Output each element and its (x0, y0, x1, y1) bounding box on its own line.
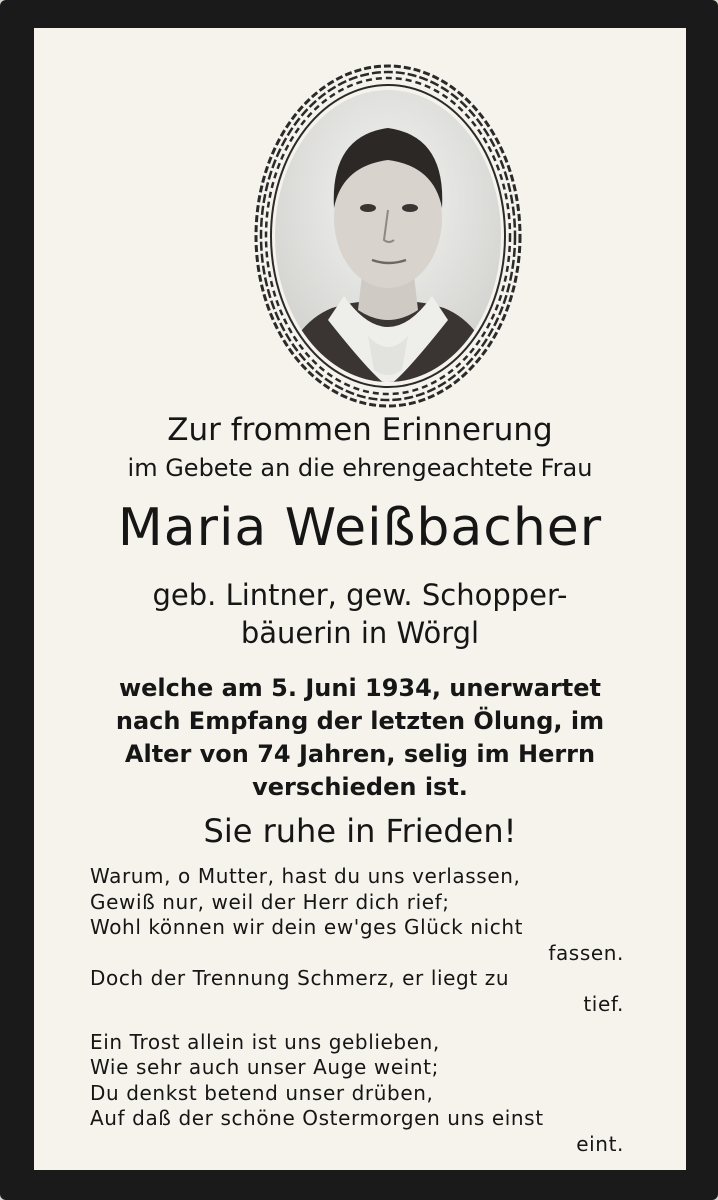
death-notice-text (34, 672, 686, 804)
subtitle-line-1: geb. Lintner, gew. Schopper- (152, 578, 568, 612)
notice-line: verschieden ist. (252, 773, 468, 801)
heading-line-2: im Gebete an die ehrengeachtete Frau (127, 454, 593, 482)
heading-line-1: Zur frommen Erinnerung (167, 412, 553, 448)
poem-line: tief. (583, 991, 624, 1016)
card-inner-panel (34, 28, 686, 1170)
poem-line: Ein Trost allein ist uns geblieben, (90, 1029, 440, 1054)
poem-line: Auf daß der schöne Ostermorgen uns einst (90, 1106, 544, 1131)
memorial-poem (90, 864, 624, 1158)
rest-in-peace: Sie ruhe in Frieden! (203, 812, 517, 850)
notice-line: Alter von 74 Jahren, selig im Herrn (124, 740, 596, 768)
poem-line: Du denkst betend unser drüben, (90, 1080, 434, 1105)
poem-line: Doch der Trennung Schmerz, er liegt zu (90, 966, 510, 991)
deceased-name: Maria Weißbacher (117, 498, 603, 558)
poem-line: fassen. (548, 940, 624, 965)
notice-line: welche am 5. Juni 1934, unerwartet (118, 674, 601, 702)
portrait-photo (252, 58, 524, 414)
poem-line: Warum, o Mutter, hast du uns verlassen, (90, 864, 521, 888)
subtitle-line-2: bäuerin in Wörgl (240, 616, 480, 650)
poem-line: Gewiß nur, weil der Herr dich rief; (90, 889, 450, 914)
poem-line: eint. (576, 1131, 624, 1156)
poem-line: Wohl können wir dein ew'ges Glück nicht (90, 915, 524, 940)
poem-line: Wie sehr auch unser Auge weint; (90, 1055, 439, 1080)
notice-line: nach Empfang der letzten Ölung, im (115, 707, 605, 735)
